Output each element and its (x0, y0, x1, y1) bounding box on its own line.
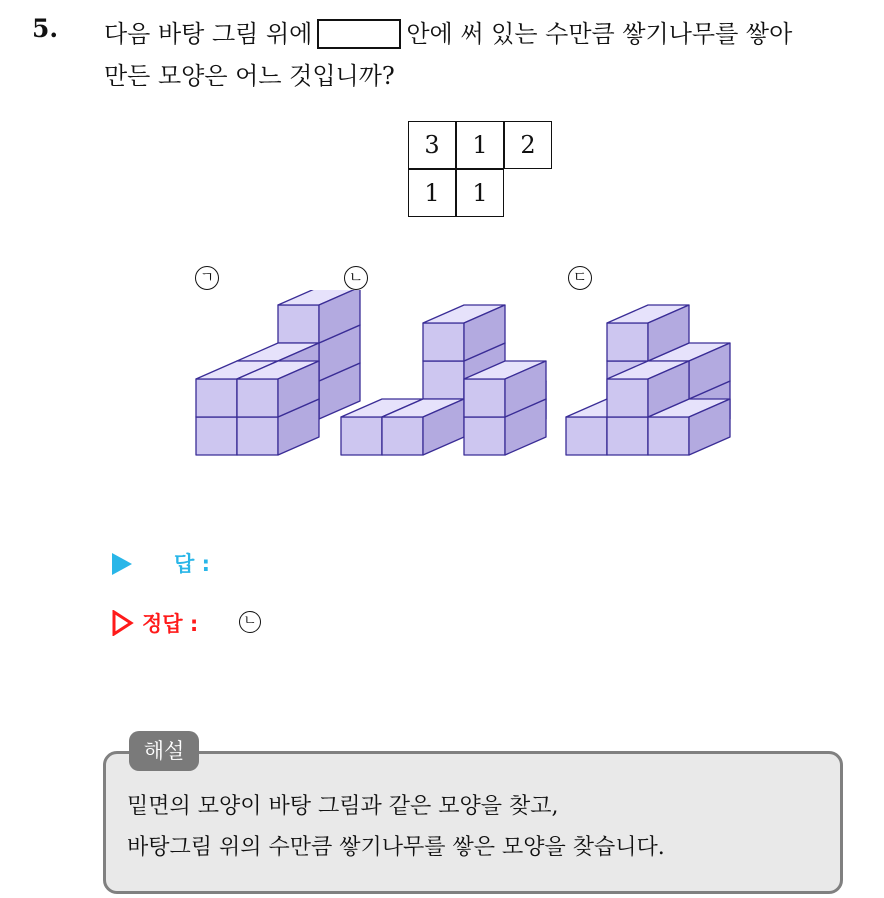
solution-tab: 해설 (129, 731, 199, 771)
cube-face (607, 379, 648, 417)
cube-figure-c (566, 305, 730, 455)
grid-cell: 1 (456, 121, 504, 169)
question-text-line2: 만든 모양은 어느 것입니까? (104, 62, 395, 90)
cube-face (607, 417, 648, 455)
cube-figure-a (196, 290, 360, 455)
cube-face (423, 361, 464, 399)
cube-face (196, 379, 237, 417)
cube-face (464, 417, 505, 455)
answer-label: 답 : (174, 552, 210, 576)
play-icon (112, 553, 132, 575)
grid-cell: 3 (408, 121, 456, 169)
choice-label-c: ㄷ (568, 266, 592, 290)
solution-line2: 바탕그림 위의 수만큼 쌓기나무를 쌓은 모양을 찾습니다. (127, 835, 665, 860)
correct-answer-label: 정답 : (142, 612, 199, 636)
correct-answer (112, 608, 198, 638)
correct-answer-value: ㄴ (239, 611, 261, 633)
answer-prompt (112, 548, 210, 578)
cube-face (607, 323, 648, 361)
cube-face (566, 417, 607, 455)
solution-line1: 밑면의 모양이 바탕 그림과 같은 모양을 찾고, (127, 794, 559, 819)
cube-face (341, 417, 382, 455)
cube-face (648, 417, 689, 455)
cube-face (237, 379, 278, 417)
grid-cell: 1 (408, 169, 456, 217)
choice-label-b: ㄴ (344, 266, 368, 290)
cube-face (464, 379, 505, 417)
grid-cell: 1 (456, 169, 504, 217)
blank-box (317, 19, 401, 49)
cube-face (382, 417, 423, 455)
outline-play-icon (112, 610, 134, 636)
question-text-after: 안에 써 있는 수만큼 쌓기나무를 쌓아 (406, 20, 793, 48)
cube-face (423, 323, 464, 361)
cube-face (196, 417, 237, 455)
cube-figure-b (341, 305, 546, 455)
cube-face (237, 417, 278, 455)
solution-box (103, 751, 843, 894)
cube-figures (0, 290, 884, 510)
grid-cell: 2 (504, 121, 552, 169)
question-number: 5. (32, 14, 59, 43)
choice-label-a: ㄱ (195, 266, 219, 290)
question-text-line1 (104, 14, 792, 49)
question-text-before: 다음 바탕 그림 위에 (104, 20, 313, 48)
cube-face (278, 305, 319, 343)
